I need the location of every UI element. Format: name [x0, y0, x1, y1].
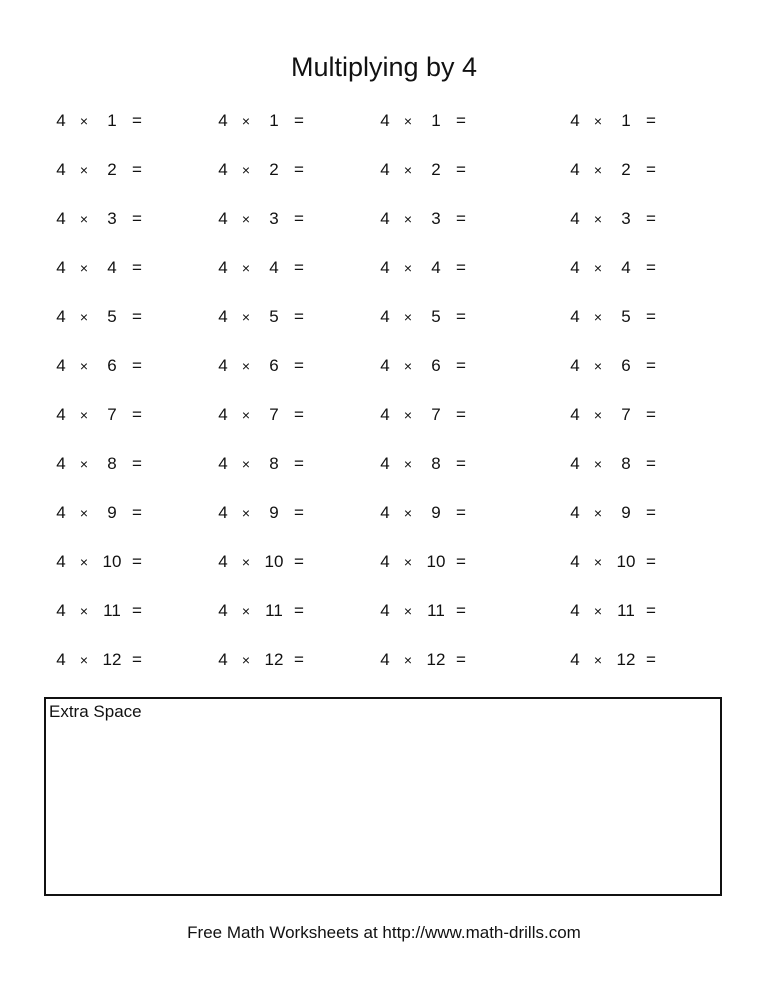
times-sign: ×: [403, 260, 413, 276]
multiplicand: 4: [218, 405, 228, 424]
equals-sign: =: [132, 111, 142, 130]
multiplicand: 4: [570, 552, 580, 571]
multiplicand: 4: [56, 601, 66, 620]
equals-sign: =: [646, 405, 656, 424]
equals-sign: =: [646, 454, 656, 473]
equals-sign: =: [456, 503, 466, 522]
times-sign: ×: [403, 211, 413, 227]
multiplicand: 4: [380, 405, 390, 424]
multiplier: 6: [621, 356, 631, 375]
multiplier: 5: [107, 307, 117, 326]
multiplicand: 4: [380, 209, 390, 228]
times-sign: ×: [403, 554, 413, 570]
multiplicand: 4: [218, 356, 228, 375]
multiplier: 2: [621, 160, 631, 179]
multiplier: 2: [431, 160, 441, 179]
multiplier: 6: [269, 356, 279, 375]
times-sign: ×: [79, 309, 89, 325]
multiplicand: 4: [56, 552, 66, 571]
times-sign: ×: [593, 358, 603, 374]
multiplier: 12: [102, 650, 122, 669]
multiplicand: 4: [56, 650, 66, 669]
multiplicand: 4: [570, 454, 580, 473]
times-sign: ×: [241, 309, 251, 325]
multiplicand: 4: [56, 503, 66, 522]
times-sign: ×: [593, 505, 603, 521]
footer-credit: Free Math Worksheets at http://www.math-drills.com: [187, 923, 581, 942]
multiplicand: 4: [380, 258, 390, 277]
multiplicand: 4: [218, 650, 228, 669]
times-sign: ×: [241, 358, 251, 374]
problem-row: [0, 106, 768, 136]
multiplier: 11: [427, 601, 445, 620]
multiplier: 11: [103, 601, 121, 620]
times-sign: ×: [79, 260, 89, 276]
multiplier: 11: [265, 601, 283, 620]
equals-sign: =: [456, 454, 466, 473]
equals-sign: =: [456, 160, 466, 179]
times-sign: ×: [403, 358, 413, 374]
equals-sign: =: [646, 160, 656, 179]
multiplicand: 4: [56, 209, 66, 228]
multiplicand: 4: [218, 601, 228, 620]
multiplier: 12: [616, 650, 636, 669]
problem-row: [0, 449, 768, 479]
multiplier: 5: [621, 307, 631, 326]
times-sign: ×: [79, 603, 89, 619]
multiplicand: 4: [380, 307, 390, 326]
times-sign: ×: [241, 652, 251, 668]
equals-sign: =: [456, 307, 466, 326]
multiplicand: 4: [218, 552, 228, 571]
equals-sign: =: [646, 356, 656, 375]
problem-row: [0, 204, 768, 234]
multiplier: 10: [264, 552, 284, 571]
equals-sign: =: [132, 405, 142, 424]
times-sign: ×: [79, 358, 89, 374]
multiplier: 7: [621, 405, 631, 424]
multiplier: 5: [431, 307, 441, 326]
times-sign: ×: [241, 260, 251, 276]
multiplier: 9: [431, 503, 441, 522]
multiplicand: 4: [570, 650, 580, 669]
times-sign: ×: [79, 652, 89, 668]
multiplicand: 4: [380, 650, 390, 669]
equals-sign: =: [456, 650, 466, 669]
times-sign: ×: [79, 554, 89, 570]
multiplicand: 4: [380, 356, 390, 375]
multiplier: 3: [621, 209, 631, 228]
multiplicand: 4: [218, 307, 228, 326]
times-sign: ×: [403, 309, 413, 325]
multiplicand: 4: [56, 111, 66, 130]
equals-sign: =: [294, 160, 304, 179]
times-sign: ×: [241, 162, 251, 178]
multiplicand: 4: [218, 160, 228, 179]
problem-grid: [0, 106, 768, 694]
equals-sign: =: [132, 356, 142, 375]
problem-row: [0, 547, 768, 577]
equals-sign: =: [132, 552, 142, 571]
multiplier: 2: [107, 160, 117, 179]
problem-row: [0, 253, 768, 283]
multiplicand: 4: [56, 160, 66, 179]
times-sign: ×: [593, 309, 603, 325]
times-sign: ×: [593, 456, 603, 472]
equals-sign: =: [456, 601, 466, 620]
multiplicand: 4: [570, 307, 580, 326]
multiplier: 10: [426, 552, 446, 571]
times-sign: ×: [403, 162, 413, 178]
multiplier: 7: [431, 405, 441, 424]
multiplier: 8: [107, 454, 117, 473]
multiplier: 9: [269, 503, 279, 522]
times-sign: ×: [79, 113, 89, 129]
multiplicand: 4: [380, 601, 390, 620]
equals-sign: =: [456, 405, 466, 424]
multiplier: 12: [426, 650, 446, 669]
multiplicand: 4: [380, 503, 390, 522]
multiplicand: 4: [570, 405, 580, 424]
multiplicand: 4: [218, 111, 228, 130]
times-sign: ×: [241, 113, 251, 129]
multiplicand: 4: [570, 209, 580, 228]
equals-sign: =: [456, 111, 466, 130]
times-sign: ×: [241, 211, 251, 227]
problem-row: [0, 400, 768, 430]
times-sign: ×: [593, 260, 603, 276]
multiplier: 11: [617, 601, 635, 620]
equals-sign: =: [132, 650, 142, 669]
multiplicand: 4: [218, 503, 228, 522]
multiplicand: 4: [56, 258, 66, 277]
multiplier: 8: [621, 454, 631, 473]
multiplier: 1: [431, 111, 441, 130]
problem-row: [0, 155, 768, 185]
equals-sign: =: [294, 258, 304, 277]
equals-sign: =: [294, 503, 304, 522]
problem-row: [0, 302, 768, 332]
multiplier: 3: [431, 209, 441, 228]
multiplier: 9: [107, 503, 117, 522]
problem-row: [0, 498, 768, 528]
times-sign: ×: [403, 505, 413, 521]
times-sign: ×: [241, 554, 251, 570]
multiplicand: 4: [218, 258, 228, 277]
extra-space-box: [44, 697, 722, 896]
times-sign: ×: [593, 554, 603, 570]
multiplicand: 4: [56, 405, 66, 424]
equals-sign: =: [456, 552, 466, 571]
multiplicand: 4: [380, 160, 390, 179]
problem-row: [0, 351, 768, 381]
times-sign: ×: [403, 113, 413, 129]
multiplicand: 4: [570, 601, 580, 620]
multiplier: 6: [431, 356, 441, 375]
times-sign: ×: [403, 603, 413, 619]
multiplier: 1: [107, 111, 117, 130]
multiplicand: 4: [56, 454, 66, 473]
times-sign: ×: [79, 211, 89, 227]
multiplier: 8: [269, 454, 279, 473]
times-sign: ×: [403, 407, 413, 423]
multiplicand: 4: [380, 552, 390, 571]
equals-sign: =: [646, 503, 656, 522]
multiplier: 1: [621, 111, 631, 130]
equals-sign: =: [646, 209, 656, 228]
multiplier: 3: [107, 209, 117, 228]
multiplier: 1: [269, 111, 279, 130]
equals-sign: =: [294, 650, 304, 669]
multiplicand: 4: [56, 307, 66, 326]
equals-sign: =: [294, 454, 304, 473]
multiplicand: 4: [570, 258, 580, 277]
times-sign: ×: [241, 456, 251, 472]
multiplier: 4: [431, 258, 441, 277]
times-sign: ×: [79, 505, 89, 521]
times-sign: ×: [79, 162, 89, 178]
equals-sign: =: [456, 356, 466, 375]
multiplicand: 4: [570, 111, 580, 130]
multiplier: 2: [269, 160, 279, 179]
equals-sign: =: [294, 111, 304, 130]
times-sign: ×: [593, 603, 603, 619]
equals-sign: =: [132, 307, 142, 326]
equals-sign: =: [646, 111, 656, 130]
times-sign: ×: [403, 456, 413, 472]
multiplicand: 4: [570, 356, 580, 375]
equals-sign: =: [132, 503, 142, 522]
problem-row: [0, 645, 768, 675]
multiplicand: 4: [570, 160, 580, 179]
multiplicand: 4: [380, 111, 390, 130]
equals-sign: =: [132, 160, 142, 179]
multiplier: 5: [269, 307, 279, 326]
multiplicand: 4: [218, 454, 228, 473]
equals-sign: =: [646, 650, 656, 669]
equals-sign: =: [646, 258, 656, 277]
equals-sign: =: [646, 601, 656, 620]
times-sign: ×: [593, 407, 603, 423]
equals-sign: =: [294, 307, 304, 326]
equals-sign: =: [294, 356, 304, 375]
equals-sign: =: [294, 601, 304, 620]
multiplier: 3: [269, 209, 279, 228]
times-sign: ×: [241, 603, 251, 619]
multiplier: 7: [269, 405, 279, 424]
times-sign: ×: [593, 211, 603, 227]
multiplicand: 4: [218, 209, 228, 228]
multiplicand: 4: [56, 356, 66, 375]
times-sign: ×: [403, 652, 413, 668]
equals-sign: =: [294, 552, 304, 571]
times-sign: ×: [79, 456, 89, 472]
equals-sign: =: [456, 258, 466, 277]
equals-sign: =: [132, 454, 142, 473]
times-sign: ×: [241, 407, 251, 423]
multiplier: 4: [621, 258, 631, 277]
multiplier: 10: [616, 552, 636, 571]
multiplier: 8: [431, 454, 441, 473]
times-sign: ×: [593, 652, 603, 668]
multiplier: 4: [107, 258, 117, 277]
equals-sign: =: [132, 209, 142, 228]
multiplier: 12: [264, 650, 284, 669]
times-sign: ×: [593, 162, 603, 178]
times-sign: ×: [593, 113, 603, 129]
multiplier: 6: [107, 356, 117, 375]
equals-sign: =: [294, 405, 304, 424]
multiplier: 10: [102, 552, 122, 571]
equals-sign: =: [456, 209, 466, 228]
equals-sign: =: [132, 258, 142, 277]
multiplicand: 4: [380, 454, 390, 473]
times-sign: ×: [79, 407, 89, 423]
multiplier: 7: [107, 405, 117, 424]
equals-sign: =: [294, 209, 304, 228]
extra-space-label: Extra Space: [49, 702, 142, 721]
page-title: Multiplying by 4: [290, 52, 478, 82]
times-sign: ×: [241, 505, 251, 521]
equals-sign: =: [646, 307, 656, 326]
multiplicand: 4: [570, 503, 580, 522]
multiplier: 4: [269, 258, 279, 277]
equals-sign: =: [646, 552, 656, 571]
multiplier: 9: [621, 503, 631, 522]
problem-row: [0, 596, 768, 626]
equals-sign: =: [132, 601, 142, 620]
